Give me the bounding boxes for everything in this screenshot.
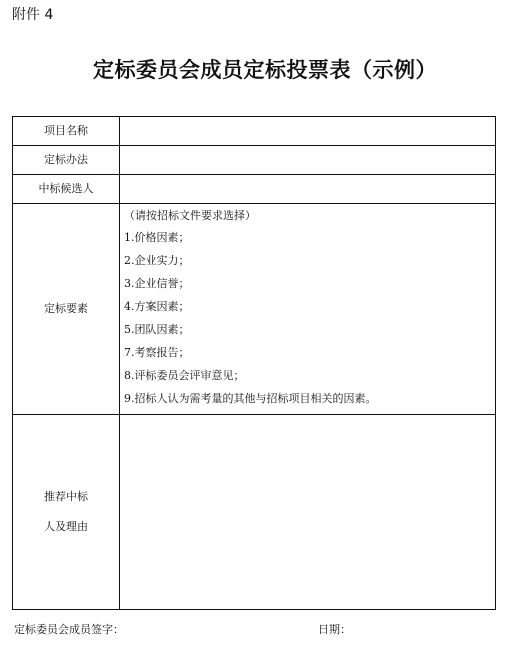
voting-form-table	[12, 116, 496, 610]
project-name-label: 项目名称	[13, 117, 120, 146]
recommend-label-line1: 推荐中标	[44, 490, 88, 503]
factors-label: 定标要素	[13, 204, 120, 415]
candidate-label: 中标候选人	[13, 175, 120, 204]
factor-item: 1.价格因素；	[124, 231, 190, 244]
table-row-method	[13, 146, 496, 175]
table-row-candidate	[13, 175, 496, 204]
date-label: 日期：	[318, 623, 351, 636]
attachment-label: 附件 4	[12, 7, 54, 23]
signature-label: 定标委员会成员签字：	[14, 623, 124, 636]
project-name-field[interactable]	[120, 117, 496, 146]
table-row-project-name	[13, 117, 496, 146]
method-field[interactable]	[120, 146, 496, 175]
factor-item: 3.企业信誉；	[124, 277, 190, 290]
recommend-label-line2: 人及理由	[44, 520, 88, 533]
factors-cell	[120, 204, 496, 415]
factor-item: 2.企业实力；	[124, 254, 190, 267]
factors-list	[120, 204, 495, 410]
recommend-label	[13, 415, 120, 610]
factor-item: 5.团队因素；	[124, 323, 190, 336]
recommend-field[interactable]	[120, 415, 496, 610]
factor-item: 9.招标人认为需考量的其他与招标项目相关的因素。	[124, 392, 377, 405]
factor-item: 4.方案因素；	[124, 300, 190, 313]
factor-item: 8.评标委员会评审意见；	[124, 369, 245, 382]
page-title: 定标委员会成员定标投票表（示例）	[93, 58, 437, 82]
method-label: 定标办法	[13, 146, 120, 175]
table-row-factors	[13, 204, 496, 415]
table-row-recommendation	[13, 415, 496, 610]
candidate-field[interactable]	[120, 175, 496, 204]
factors-note: （请按招标文件要求选择）	[124, 209, 256, 222]
factor-item: 7.考察报告；	[124, 346, 190, 359]
